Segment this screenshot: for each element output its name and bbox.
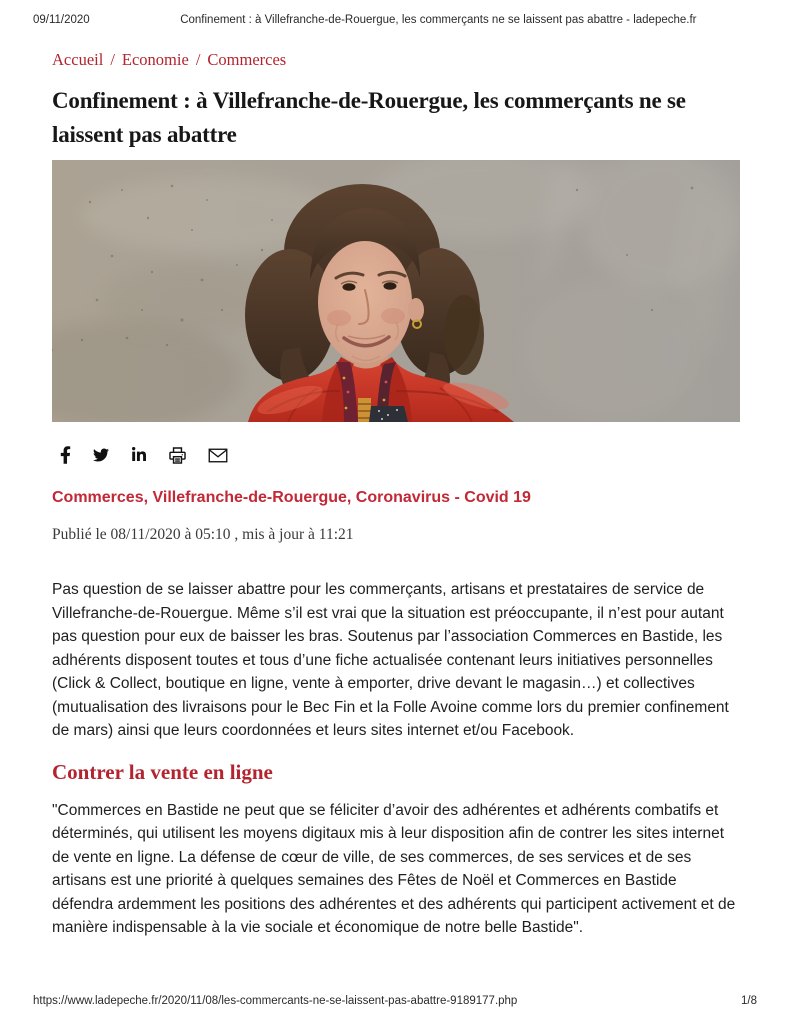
share-toolbar	[52, 446, 740, 464]
twitter-icon[interactable]	[92, 447, 110, 463]
email-icon[interactable]	[208, 448, 228, 463]
article-photo	[52, 160, 740, 422]
publish-date: Publié le 08/11/2020 à 05:10 , mis à jour à 11:21	[52, 526, 354, 543]
facebook-icon[interactable]	[60, 446, 71, 464]
breadcrumb-separator: /	[110, 50, 115, 69]
print-doc-title: Confinement : à Villefranche-de-Rouergue, les commerçants ne se laissent pas abattre - ladepeche.fr	[180, 14, 697, 26]
article-paragraph-1: Pas question de se laisser abattre pour les commerçants, artisans et prestataires de service de Villefranche-de-Rouergue. Même s’il est vrai que la situation est préoccupante, il n’est pour autant pas question pour eux de baisser les bras. Soutenus par l’association Commerces en Bastide, les adhérents disposent toutes et tous d’une fiche actualisée contenant leurs initiatives personnelles (Click & Collect, boutique en ligne, vente à emporter, drive devant le magasin…) et collectives (mutualisation des livraisons pour le Bec Fin et la Folle Avoine comme lors du premier confinement de mars) ainsi que leurs coordonnées et leurs sites internet et/ou Facebook.	[52, 581, 729, 739]
article-page	[52, 0, 740, 940]
linkedin-icon[interactable]	[131, 447, 147, 463]
article-tags[interactable]: Commerces, Villefranche-de-Rouergue, Coronavirus - Covid 19	[52, 489, 531, 506]
breadcrumb-link-commerces[interactable]: Commerces	[207, 50, 287, 69]
breadcrumb-separator: /	[195, 50, 201, 69]
article-paragraph-2: "Commerces en Bastide ne peut que se féliciter d’avoir des adhérentes et adhérents combatifs et déterminés, qui utilisent les moyens digitaux mis à leur disposition afin de contrer les sites internet de vente en ligne. La défense de cœur de ville, de ses commerces, de ses services et de ses artisans est une priorité à quelques semaines des Fêtes de Noël et Commerces en Bastide défendra ardemment les positions des adhérentes et des adhérents qui participent activement et de manière indispensable à la vie sociale et économique de notre belle Bastide".	[52, 801, 736, 936]
breadcrumb-link-accueil[interactable]: Accueil	[52, 50, 104, 69]
print-url: https://www.ladepeche.fr/2020/11/08/les-commercants-ne-se-laissent-pas-abattre-9189177.php	[33, 995, 518, 1007]
article-title: Confinement : à Villefranche-de-Rouergue, les commerçants ne se laissent pas abattre	[52, 88, 686, 147]
breadcrumb-link-economie[interactable]: Economie	[121, 50, 189, 69]
print-icon[interactable]	[168, 446, 187, 465]
print-date: 09/11/2020	[33, 14, 90, 26]
breadcrumb	[52, 50, 740, 70]
print-page-number: 1/8	[741, 995, 757, 1007]
print-footer	[33, 995, 757, 1007]
section-heading: Contrer la vente en ligne	[52, 759, 273, 784]
